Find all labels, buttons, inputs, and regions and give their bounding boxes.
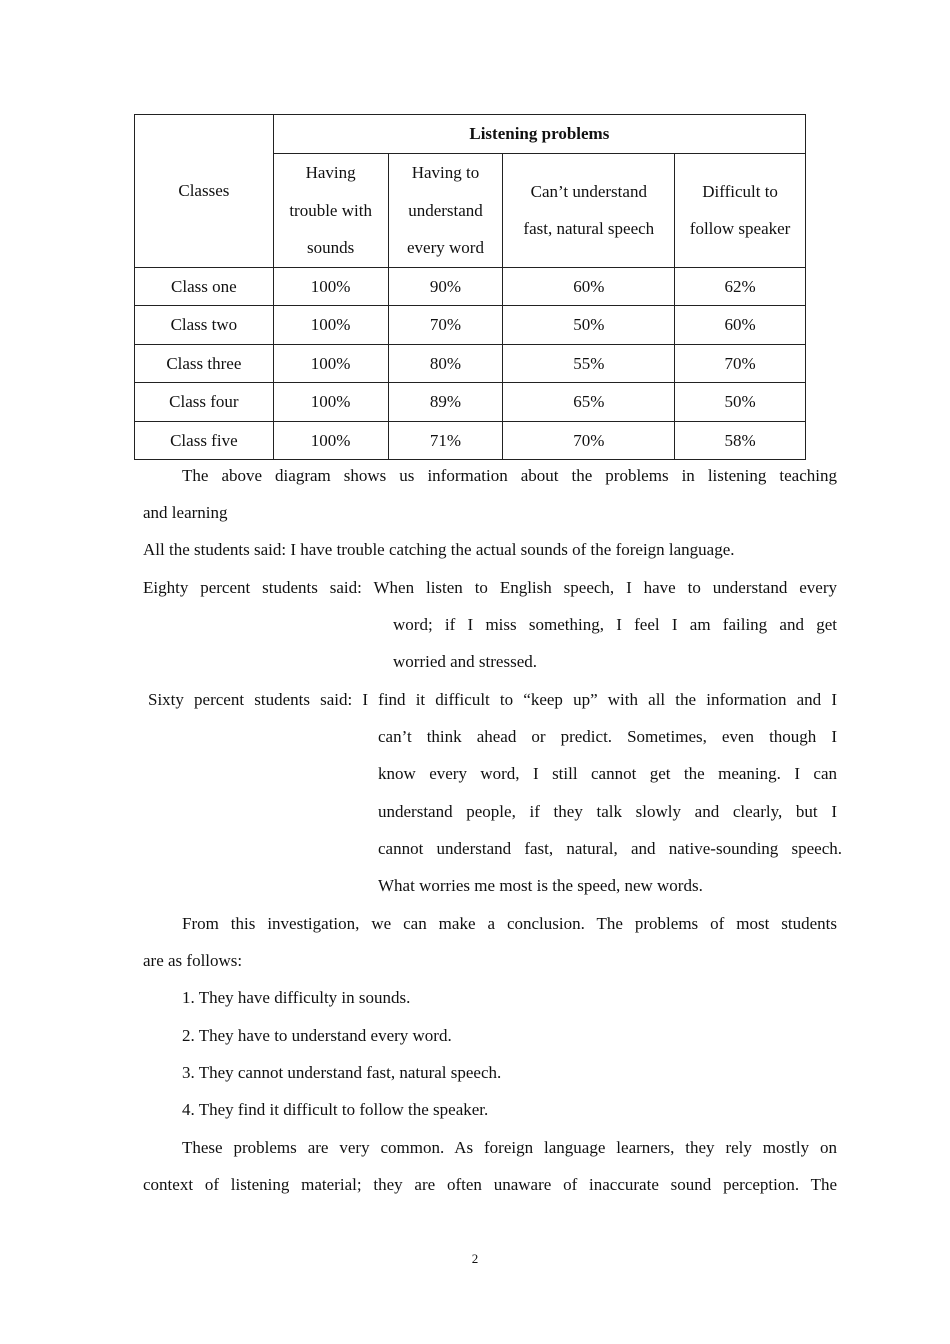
column-header-sounds: Having trouble with sounds: [273, 154, 388, 268]
value-cell: 60%: [503, 267, 675, 306]
value-cell: 70%: [503, 421, 675, 460]
intro-line-1: The above diagram shows us information about the problems in listening teaching: [182, 466, 837, 485]
classes-header: Classes: [135, 115, 274, 268]
value-cell: 50%: [675, 383, 806, 422]
sixty-line-4: understand people, if they talk slowly and clearly, but I: [378, 802, 837, 821]
value-cell: 100%: [273, 267, 388, 306]
sixty-line-6: What worries me most is the speed, new words.: [378, 876, 703, 895]
value-cell: 50%: [503, 306, 675, 345]
table-row: [135, 267, 806, 306]
eighty-line-3: worried and stressed.: [393, 652, 537, 671]
table-row: [135, 344, 806, 383]
sixty-line-2: can’t think ahead or predict. Sometimes, even though I: [378, 727, 837, 746]
list-item: 1. They have difficulty in sounds.: [182, 988, 411, 1007]
class-cell: Class five: [135, 421, 274, 460]
class-cell: Class four: [135, 383, 274, 422]
value-cell: 62%: [675, 267, 806, 306]
value-cell: 60%: [675, 306, 806, 345]
column-header-fast-speech: Can’t understand fast, natural speech: [503, 154, 675, 268]
table-row: [135, 383, 806, 422]
value-cell: 58%: [675, 421, 806, 460]
value-cell: 65%: [503, 383, 675, 422]
all-students-line: All the students said: I have trouble catching the actual sounds of the foreign language.: [143, 540, 735, 559]
value-cell: 55%: [503, 344, 675, 383]
class-cell: Class two: [135, 306, 274, 345]
conclusion-line-2: are as follows:: [143, 951, 243, 970]
value-cell: 70%: [675, 344, 806, 383]
value-cell: 100%: [273, 344, 388, 383]
sixty-line-1: Sixty percent students said: I find it difficult to “keep up” with all the information and I: [148, 690, 837, 709]
table-row: [135, 306, 806, 345]
column-header-follow-speaker: Difficult to follow speaker: [675, 154, 806, 268]
closing-line-2: context of listening material; they are often unaware of inaccurate sound perception. The: [143, 1175, 837, 1194]
value-cell: 71%: [388, 421, 503, 460]
sixty-line-3: know every word, I still cannot get the meaning. I can: [378, 764, 837, 783]
class-cell: Class one: [135, 267, 274, 306]
conclusion-line-1: From this investigation, we can make a conclusion. The problems of most students: [182, 914, 837, 933]
page-number: 2: [471, 1251, 479, 1266]
listening-problems-table: [134, 114, 806, 460]
value-cell: 90%: [388, 267, 503, 306]
column-header-every-word: Having to understand every word: [388, 154, 503, 268]
list-item: 4. They find it difficult to follow the speaker.: [182, 1100, 489, 1119]
list-item: 3. They cannot understand fast, natural speech.: [182, 1063, 502, 1082]
value-cell: 100%: [273, 306, 388, 345]
listening-problems-header: Listening problems: [273, 115, 805, 154]
table-row: [135, 421, 806, 460]
intro-line-2: and learning: [143, 503, 228, 522]
class-cell: Class three: [135, 344, 274, 383]
value-cell: 80%: [388, 344, 503, 383]
sixty-line-5: cannot understand fast, natural, and native-sounding speech.: [378, 839, 842, 858]
value-cell: 100%: [273, 421, 388, 460]
value-cell: 70%: [388, 306, 503, 345]
value-cell: 89%: [388, 383, 503, 422]
closing-line-1: These problems are very common. As foreign language learners, they rely mostly on: [182, 1138, 837, 1157]
eighty-line-1: Eighty percent students said: When listen to English speech, I have to understand every: [143, 578, 837, 597]
value-cell: 100%: [273, 383, 388, 422]
eighty-line-2: word; if I miss something, I feel I am failing and get: [393, 615, 837, 634]
list-item: 2. They have to understand every word.: [182, 1026, 452, 1045]
